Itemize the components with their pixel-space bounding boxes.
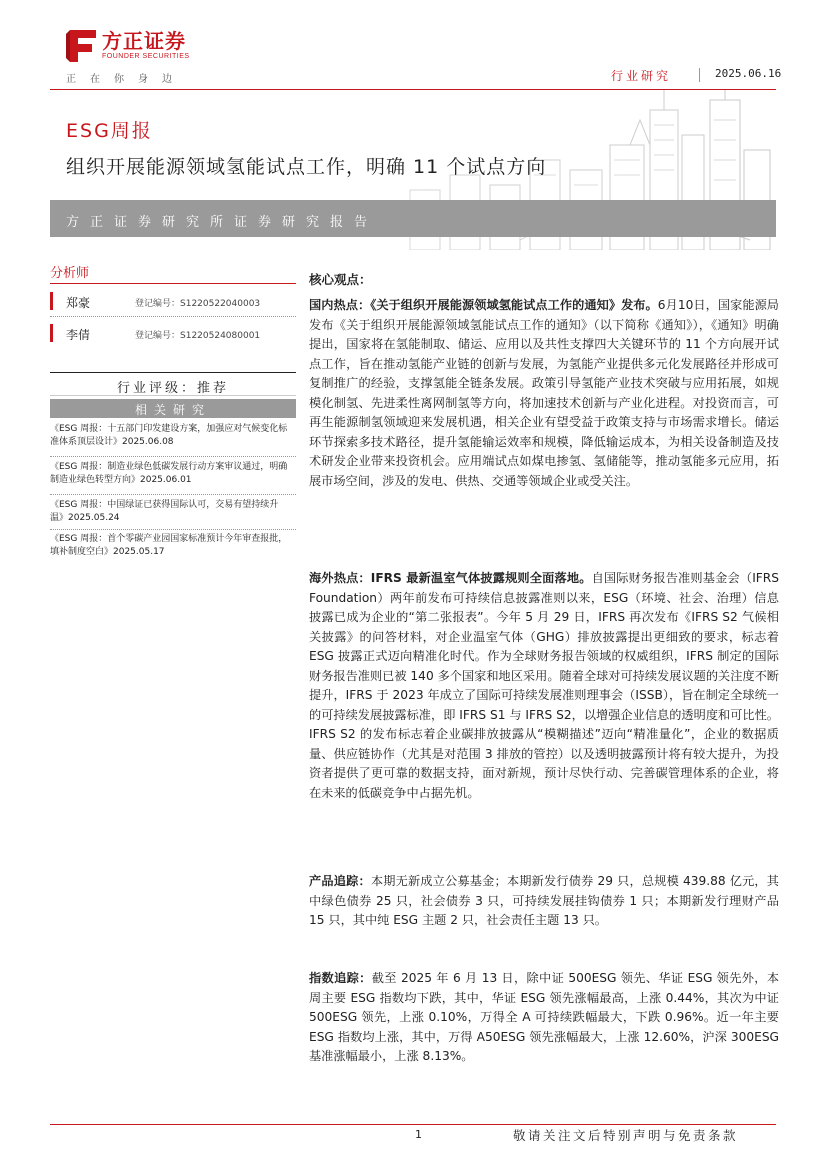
industry-rating: [50, 372, 296, 396]
paragraph-overseas: [309, 569, 779, 803]
analyst-name: 李倩: [66, 328, 91, 342]
related-research-item[interactable]: 《ESG 周报：首个零碳产业园国家标准预计今年审查报批，填补制度空白》2025.05.17: [50, 534, 288, 557]
paragraph-text: 本期无新成立公募基金；本期新发行债券 29 只，总规模 439.88 亿元，其中绿色债券 25 只，社会债券 3 只，可持续发展挂钩债券 1 只；本期新发行理财产品 15 只，其中纯 ESG 主题 2 只，社会责任主题 13 只。: [309, 874, 779, 927]
logo-chinese: 方正证券: [102, 29, 186, 53]
analyst-row: [50, 288, 296, 314]
paragraph-label: 产品追踪：: [309, 874, 371, 888]
footer-rule: [50, 1124, 776, 1125]
page-number: 1: [415, 1128, 422, 1141]
paragraph-text: 截至 2025 年 6 月 13 日，除中证 500ESG 领先、华证 ESG 领先外，本周主要 ESG 指数均下跌，其中，华证 ESG 领先涨幅最高，上涨 0.44%，其次为中证 500ESG 领先，上涨 0.10%，万得全 A 可持续跌幅最大，下跌 0.96%。近一年主要 ESG 指数均上涨，其中，万得 A50ESG 领先涨幅最大，上涨 12.60%，沪深 300ESG 基准涨幅最小，上涨 8.13%。: [309, 971, 780, 1063]
footer-disclaimer[interactable]: 敬请关注文后特别声明与免责条款: [513, 1128, 739, 1143]
related-research-title: 相关研究: [134, 403, 211, 417]
analyst-registration: 登记编号：S1220524080001: [135, 331, 261, 341]
analyst-header: 分析师: [50, 266, 90, 281]
related-divider: [50, 494, 296, 495]
related-research-item[interactable]: 《ESG 周报：十五部门印发建设方案，加强应对气候变化标准体系顶层设计》2025.06.08: [50, 424, 288, 447]
report-category: 行业研究: [611, 69, 672, 83]
paragraph-products: [309, 872, 779, 931]
logo: [66, 30, 190, 62]
analyst-row: [50, 320, 296, 346]
paragraph-label: 海外热点：IFRS 最新温室气体披露规则全面落地。: [309, 571, 592, 585]
header-divider: [699, 68, 700, 82]
logo-english: FOUNDER SECURITIES: [102, 53, 190, 60]
related-research-item[interactable]: 《ESG 周报：制造业绿色低碳发展行动方案审议通过，明确制造业绿色转型方向》2025.06.01: [50, 462, 288, 485]
industry-rating-text: 行业评级：推荐: [116, 381, 229, 396]
report-date: 2025.06.16: [715, 67, 782, 80]
paragraph-label: 国内热点：《关于组织开展能源领域氢能试点工作的通知》发布。: [309, 298, 658, 312]
report-title: 组织开展能源领域氢能试点工作，明确 11 个试点方向: [66, 156, 547, 178]
related-research-item[interactable]: 《ESG 周报：中国绿证已获得国际认可，交易有望持续升温》2025.05.24: [50, 500, 279, 523]
paragraph-indices: [309, 969, 779, 1067]
related-divider: [50, 529, 296, 530]
related-research-header: [50, 399, 296, 418]
paragraph-label: 指数追踪：: [309, 971, 372, 985]
slogan: 正在你身边: [66, 74, 186, 85]
logo-mark-icon: [66, 30, 96, 62]
paragraph-domestic: [309, 296, 779, 491]
analyst-divider: [50, 316, 296, 317]
analyst-marker: [50, 324, 53, 342]
paragraph-text: 自国际财务报告准则基金会（IFRS Foundation）两年前发布可持续信息披露准则以来，ESG（环境、社会、治理）信息披露已成为企业的“第二张报表”。今年 5 月 29 日，IFRS 再次发布《IFRS S2 气候相关披露》的问答材料，对企业温室气体（GHG）排放披露提出更细致的要求，标志着 ESG 披露正式迈向精准化时代。作为全球财务报告领域的权威组织，IFRS 制定的国际财务报告准则已被 140 多个国家和地区采用。随着全球对可持续发展议题的关注度不断提升，IFRS 于 2023 年成立了国际可持续发展准则理事会（ISSB），旨在制定全球统一的可持续发展披露标准，即 IFRS S1 与 IFRS S2，以增强企业信息的透明度和可比性。IFRS S2 的发布标志着企业碳排放披露从“模糊描述”迈向“精准量化”，企业的数据质量、供应链协作（尤其是对范围 3 排放的管控）以及透明披露预计将有较大提升，为投资者提供了更可靠的数据支持，面对新规，预计尽快行动、完善碳管理体系的企业，将在未来的低碳竞争中占据先机。: [309, 571, 780, 800]
analyst-header-rule: [50, 283, 296, 284]
report-series: ESG周报: [66, 120, 153, 142]
institute-band-text: 方正证券研究所证券研究报告: [66, 215, 379, 230]
analyst-registration: 登记编号：S1220522040003: [135, 299, 261, 309]
core-views-header: 核心观点：: [309, 272, 372, 287]
related-divider: [50, 456, 296, 457]
paragraph-text: 6月10日，国家能源局发布《关于组织开展能源领域氢能试点工作的通知》（以下简称《通知》），《通知》明确提出，国家将在氢能制取、储运、应用以及共性支撑四大关键环节的 11 个方向展开试点工作，旨在推动氢能产业链的创新与发展，为氢能产业提供多元化发展路径并形成可复制推广的经验，支撑氢能全链条发展。政策引导氢能产业技术突破与应用拓展，如规模化制氢、先进柔性离网制氢等方向，将加速技术创新与产业化进程。对投资而言，可再生能源制氢领域迎来发展机遇，相关企业有望受益于政策支持与市场需求增长。储运环节探索多技术路径，提升氢能输运效率和规模，降低输运成本，为相关设备制造及技术研发企业带来投资机会。应用端试点如煤电掺氢、氢储能等，推动氢能多元应用，拓展市场空间，涉及的发电、供热、交通等领域企业或受关注。: [309, 298, 779, 488]
analyst-name: 郑豪: [66, 296, 91, 310]
analyst-marker: [50, 292, 53, 310]
